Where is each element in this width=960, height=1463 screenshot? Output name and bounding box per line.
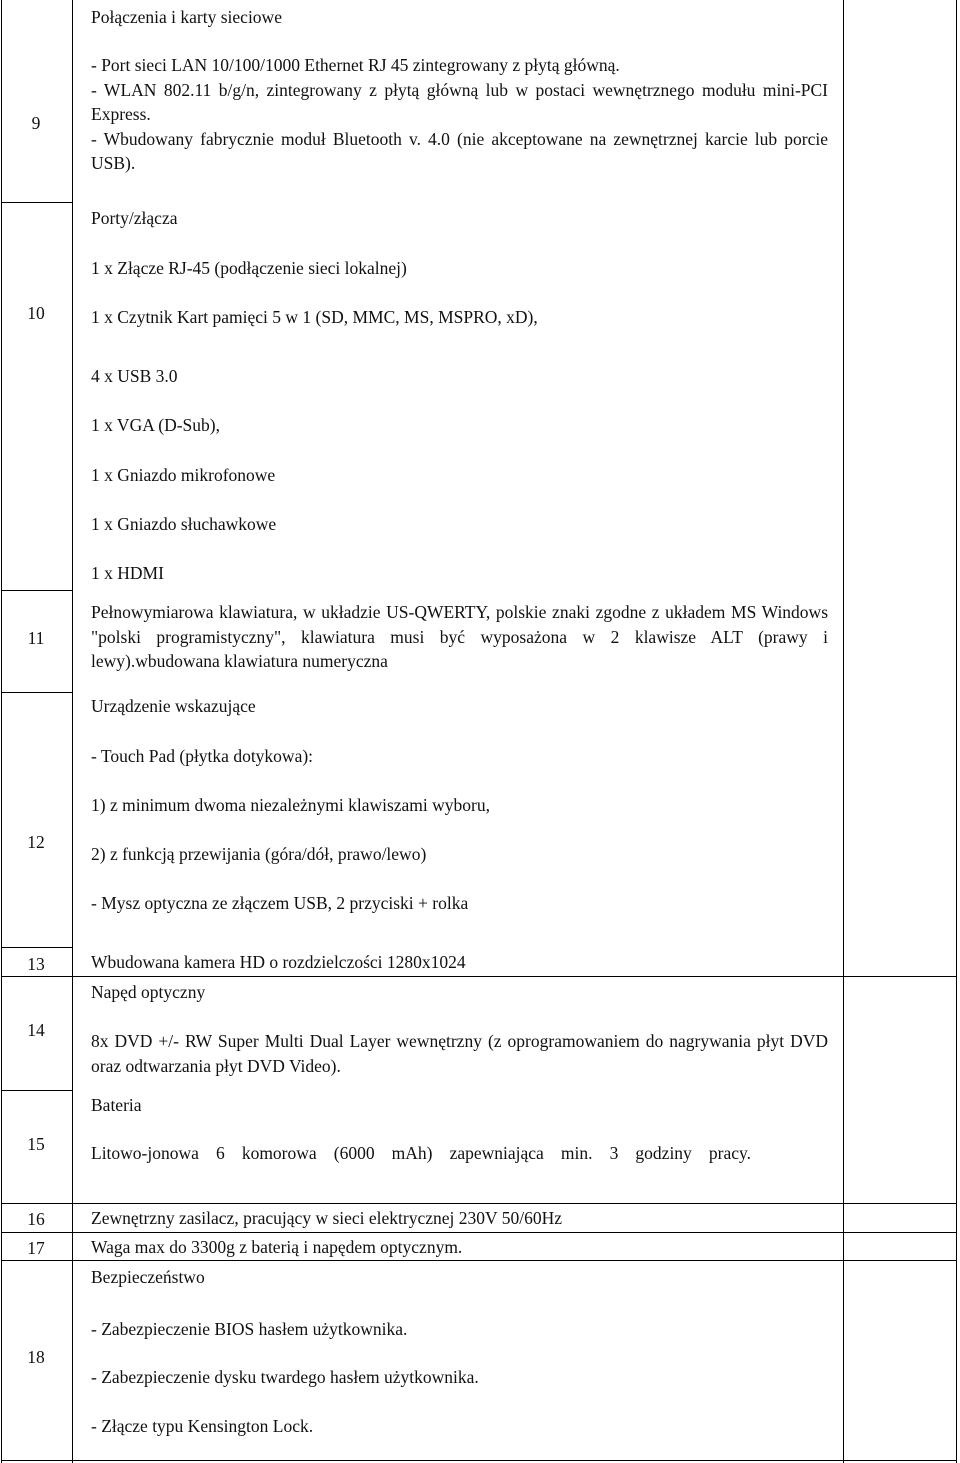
column-divider-number bbox=[72, 0, 73, 1463]
row-line: - Touch Pad (płytka dotykowa): bbox=[91, 746, 314, 766]
row-number: 16 bbox=[27, 1209, 45, 1229]
row-number: 9 bbox=[31, 113, 41, 133]
row-description: Pełnowymiarowa klawiatura, w układzie US-QWERTY, polskie znaki zgodne z układem MS Windows "polski programistyczny", klawiatura musi być wyposażona w 2 klawisze ALT (prawy i lewy).wbudowana klawiatura numeryczna bbox=[91, 602, 828, 671]
row-number: 14 bbox=[27, 1020, 45, 1040]
row-title: Bateria bbox=[91, 1095, 142, 1115]
row-line: Porty/złącza bbox=[91, 208, 178, 228]
row-number: 17 bbox=[27, 1238, 45, 1258]
row-line: 1 x Gniazdo mikrofonowe bbox=[91, 465, 276, 485]
row-text: Wbudowana kamera HD o rozdzielczości 1280x1024 bbox=[91, 952, 466, 972]
row-number: 12 bbox=[27, 832, 45, 852]
row-description: 8x DVD +/- RW Super Multi Dual Layer wewnętrzny (z oprogramowaniem do nagrywania płyt DVD oraz odtwarzania płyt DVD Video). bbox=[91, 1031, 828, 1076]
row-description: - Port sieci LAN 10/100/1000 Ethernet RJ 45 zintegrowany z płytą główną. - WLAN 802.11 b/g/n, zintegrowany z płytą główną lub w postaci wewnętrznego modułu mini-PCI Express. - Wbudowany fabrycznie moduł Bluetooth v. 4.0 (nie akceptowane na zewnętrznej karcie lub porcie USB). bbox=[91, 55, 828, 173]
row-line: 1 x VGA (D-Sub), bbox=[91, 415, 220, 435]
row-line: - Złącze typu Kensington Lock. bbox=[91, 1416, 314, 1436]
row-divider bbox=[1, 947, 72, 948]
row-line: Bezpieczeństwo bbox=[91, 1267, 205, 1287]
row-divider bbox=[1, 976, 956, 977]
row-line: 4 x USB 3.0 bbox=[91, 366, 178, 386]
row-description: Litowo-jonowa 6 komorowa (6000 mAh) zapewniająca min. 3 godziny pracy. bbox=[91, 1143, 751, 1163]
row-text: Zewnętrzny zasilacz, pracujący w sieci elektrycznej 230V 50/60Hz bbox=[91, 1208, 562, 1228]
row-line: Urządzenie wskazujące bbox=[91, 696, 256, 716]
row-line: - Zabezpieczenie BIOS hasłem użytkownika. bbox=[91, 1319, 408, 1339]
row-number: 15 bbox=[27, 1134, 45, 1154]
column-divider-description bbox=[843, 0, 844, 1463]
row-divider bbox=[1, 1203, 956, 1204]
row-number: 18 bbox=[27, 1347, 45, 1367]
row-text: Waga max do 3300g z baterią i napędem optycznym. bbox=[91, 1237, 463, 1257]
row-line: - Mysz optyczna ze złączem USB, 2 przyciski + rolka bbox=[91, 893, 469, 913]
row-divider bbox=[1, 590, 72, 591]
row-number: 13 bbox=[27, 954, 45, 974]
row-title: Połączenia i karty sieciowe bbox=[91, 7, 282, 27]
row-line: - Zabezpieczenie dysku twardego hasłem użytkownika. bbox=[91, 1367, 479, 1387]
row-line: 1 x Złącze RJ-45 (podłączenie sieci lokalnej) bbox=[91, 258, 407, 278]
row-number: 10 bbox=[27, 303, 45, 323]
table-border-bottom bbox=[1, 1460, 956, 1461]
row-line: 2) z funkcją przewijania (góra/dół, prawo/lewo) bbox=[91, 844, 427, 864]
row-number: 11 bbox=[27, 628, 45, 648]
row-line: 1) z minimum dwoma niezależnymi klawiszami wyboru, bbox=[91, 795, 490, 815]
row-line: 1 x Gniazdo słuchawkowe bbox=[91, 514, 277, 534]
row-divider bbox=[1, 1232, 956, 1233]
row-divider bbox=[1, 202, 72, 203]
row-divider bbox=[1, 1090, 72, 1091]
row-line: 1 x Czytnik Kart pamięci 5 w 1 (SD, MMC, MS, MSPRO, xD), bbox=[91, 307, 538, 327]
row-divider bbox=[1, 692, 72, 693]
table-border-right bbox=[956, 0, 957, 1463]
row-line: 1 x HDMI bbox=[91, 563, 164, 583]
row-title: Napęd optyczny bbox=[91, 982, 206, 1002]
row-divider bbox=[1, 1260, 956, 1261]
